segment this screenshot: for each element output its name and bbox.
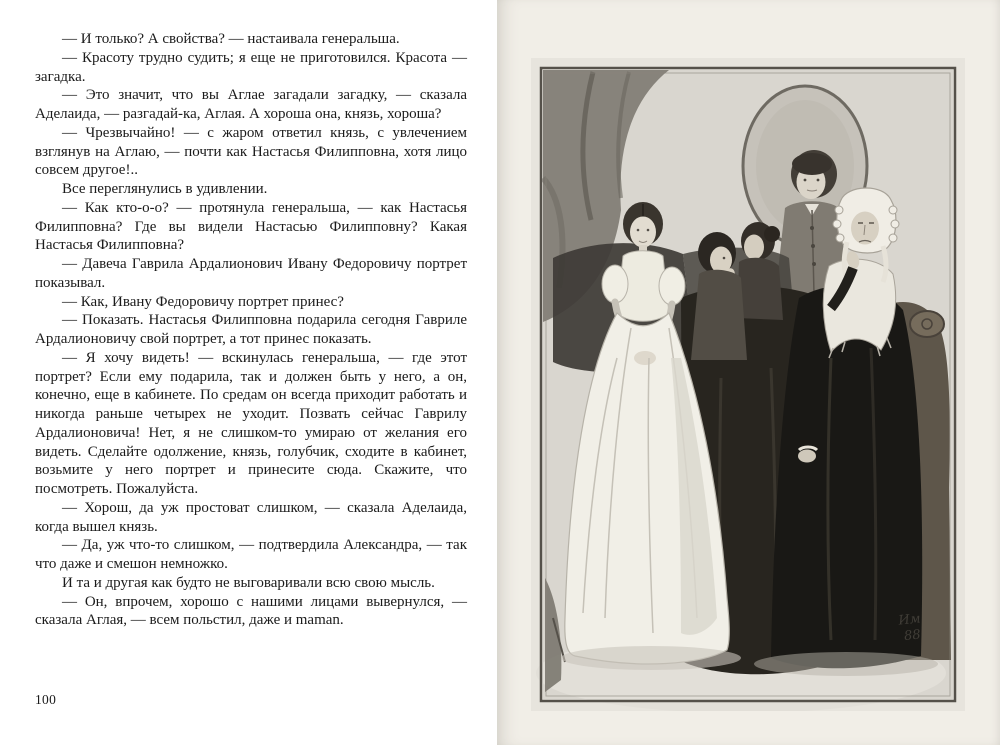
signature-line2: 88 — [903, 627, 922, 645]
paragraph: Все переглянулись в удивлении. — [62, 181, 268, 197]
illustration-sketch — [531, 58, 965, 711]
paragraph: — Он, впрочем, хорошо с нашими лицами вывернулся, — сказала Аглая, — всем польстил, даже и maman. — [35, 593, 467, 629]
page-number: 100 — [35, 692, 57, 707]
paragraph: — Хорош, да уж простоват слишком, — сказала Аделаида, когда вышел князь. — [35, 499, 467, 535]
signature-line1: Им — [897, 611, 922, 629]
paragraph: И та и другая как будто не выговаривали всю свою мысль. — [62, 574, 435, 591]
left-page — [0, 0, 497, 745]
paragraph: — Да, уж что-то слишком, — подтвердила Александра, — так что даже и смешон немножко. — [35, 537, 467, 572]
paragraph: — Это значит, что вы Аглае загадали загадку, — сказала Аделаида, — разгадай-ка, Аглая. А хороша она, князь, хороша? — [35, 87, 467, 122]
illustration — [531, 58, 965, 711]
right-page — [497, 0, 1000, 745]
paragraph: — Как кто-о-о? — протянула генеральша, — как Настасья Филипповна? Где вы видели Настасью Филипповну? Какая Настасья Филипповна? — [35, 199, 467, 254]
paragraph: — Красоту трудно судить; я еще не приготовился. Красота — загадка. — [35, 49, 467, 85]
paragraph: — Я хочу видеть! — вскинулась генеральша, — где этот портрет? Если ему подарила, так и должен быть у него, а он, конечно, еще в кабинете. По средам он всегда приходит работать и никогда раньше четырех не уходит. Позвать сейчас Гаврилу Ардалионовича! Нет, я не слишком-то умираю от желания его видеть. Сделайте одолжение, князь, голубчик, сходите в кабинет, возьмите у него портрет и принесите сюда. Скажите, что посмотреть. Пожалуйста. — [35, 349, 467, 497]
paragraph: — Чрезвычайно! — с жаром ответил князь, с увлечением взглянув на Аглаю, — почти как Настасья Филипповна, хотя лицо совсем другое!.. — [35, 124, 467, 179]
paragraph: — Как, Ивану Федоровичу портрет принес? — [62, 293, 344, 310]
paragraph: — И только? А свойства? — настаивала генеральша. — [62, 31, 400, 47]
text-column — [35, 30, 467, 630]
paragraph: — Давеча Гаврила Ардалионович Ивану Федоровичу портрет показывал. — [35, 256, 467, 291]
paragraph: — Показать. Настасья Филипповна подарила сегодня Гавриле Ардалионовичу свой портрет, а тот принес показать. — [35, 312, 467, 347]
